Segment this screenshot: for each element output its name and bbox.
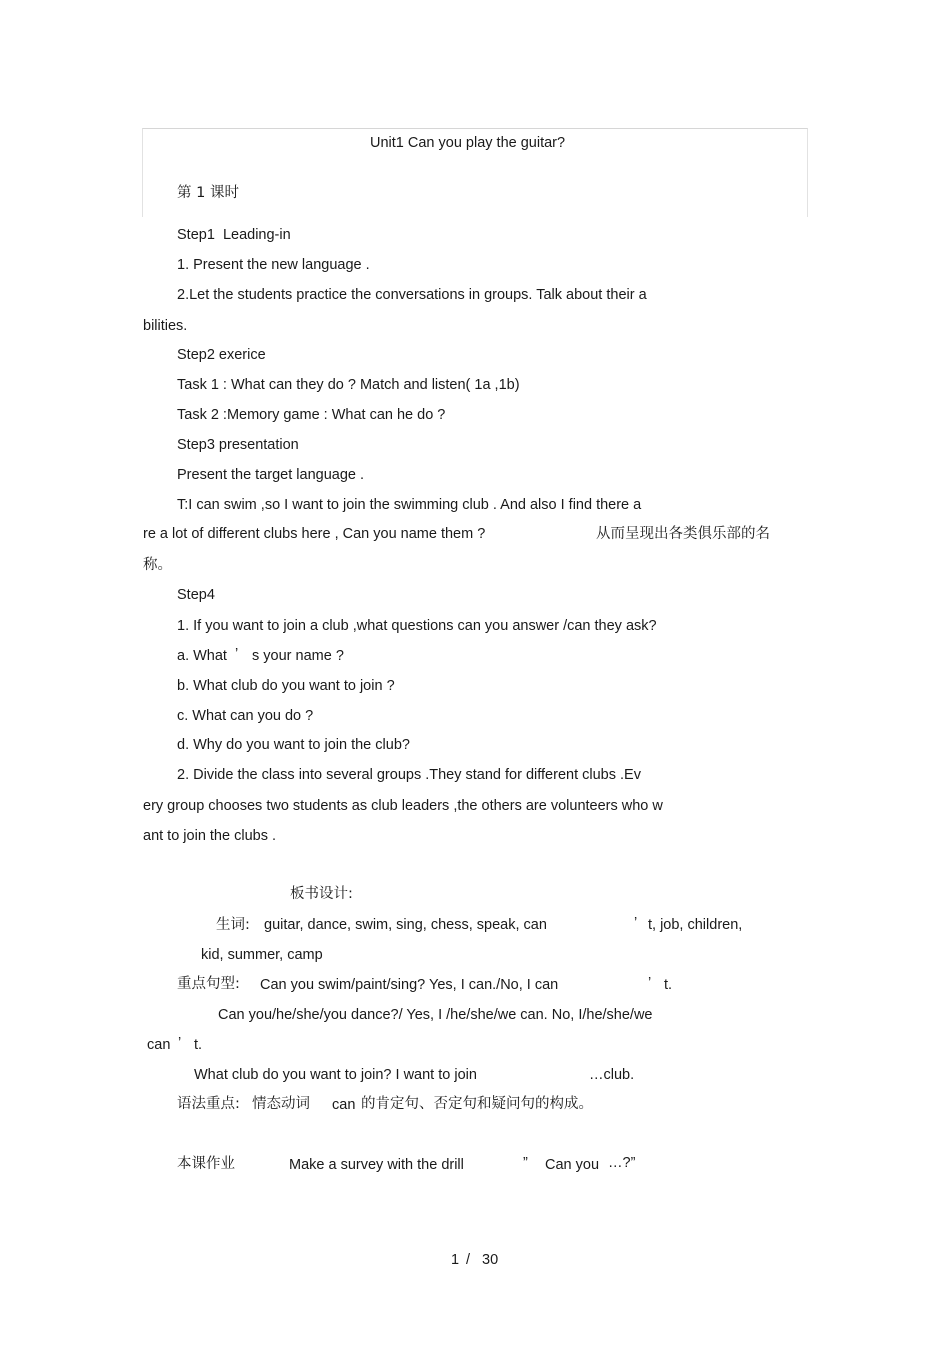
question-a-apostrophe: ’	[235, 646, 239, 662]
task-1: Task 1 : What can they do ? Match and listen( 1a ,1b)	[177, 377, 520, 393]
step1-item-2: 2.Let the students practice the conversations in groups. Talk about their a	[177, 287, 647, 303]
step4-item-2-cont-2: ant to join the clubs .	[143, 828, 276, 844]
vocab-label: 生词:	[216, 917, 250, 933]
step4-heading: Step4	[177, 587, 215, 603]
homework-label: 本课作业	[177, 1156, 235, 1172]
pattern-line-4: What club do you want to join? I want to join	[194, 1067, 477, 1083]
board-heading: 板书设计:	[290, 886, 353, 902]
step1-heading: Step1 Leading-in	[177, 227, 291, 243]
step2-heading: Step2 exerice	[177, 347, 266, 363]
teacher-line-3-cn: 称。	[143, 557, 172, 573]
pattern-line-1-apostrophe: ’	[648, 975, 652, 991]
step4-item-2-cont-1: ery group chooses two students as club leaders ,the others are volunteers who w	[143, 798, 663, 814]
step1-item-1: 1. Present the new language .	[177, 257, 370, 273]
pattern-line-4-rest: …club.	[589, 1067, 635, 1083]
homework-quote: ”	[523, 1155, 528, 1171]
homework-drill: Can you	[545, 1157, 600, 1173]
step3-heading: Step3 presentation	[177, 437, 299, 453]
page-title: Unit1 Can you play the guitar?	[370, 135, 566, 151]
vocab-line-2: kid, summer, camp	[201, 947, 323, 963]
grammar-text-2: can	[332, 1097, 356, 1113]
page-number-separator: /	[466, 1252, 471, 1268]
homework-drill-end: …?”	[608, 1155, 636, 1171]
pattern-line-2: Can you/he/she/you dance?/ Yes, I /he/she/we can. No, I/he/she/we	[218, 1007, 653, 1023]
pattern-line-1: Can you swim/paint/sing? Yes, I can./No, I can	[260, 977, 559, 993]
question-b: b. What club do you want to join ?	[177, 678, 395, 694]
pattern-line-1-rest: t.	[664, 977, 673, 993]
step4-item-2: 2. Divide the class into several groups .They stand for different clubs .Ev	[177, 767, 641, 783]
question-a: a. What	[177, 648, 227, 664]
question-a-rest: s your name ?	[252, 648, 344, 664]
grammar-text-3: 的肯定句、否定句和疑问句的构成。	[361, 1096, 593, 1112]
step3-line: Present the target language .	[177, 467, 365, 483]
vocab-line-1-rest: t, job, children,	[648, 917, 743, 933]
pattern-line-3: can	[147, 1037, 171, 1053]
teacher-line-2-cn: 从而呈现出各类俱乐部的名	[596, 526, 770, 542]
pattern-label: 重点句型:	[177, 976, 240, 992]
pattern-line-3-apostrophe: ’	[178, 1035, 182, 1051]
vocab-line-1: guitar, dance, swim, sing, chess, speak, can	[264, 917, 547, 933]
grammar-label: 语法重点:	[177, 1096, 240, 1112]
step4-item-1: 1. If you want to join a club ,what questions can you answer /can they ask?	[177, 618, 657, 634]
task-2: Task 2 :Memory game : What can he do ?	[177, 407, 446, 423]
page-number-total: 30	[482, 1252, 499, 1268]
teacher-line-2: re a lot of different clubs here , Can you name them ?	[143, 526, 486, 542]
page-number-current: 1	[451, 1252, 460, 1268]
grammar-text-1: 情态动词	[252, 1096, 310, 1112]
question-c: c. What can you do ?	[177, 708, 314, 724]
homework-text: Make a survey with the drill	[289, 1157, 464, 1173]
question-d: d. Why do you want to join the club?	[177, 737, 410, 753]
lesson-label: 第 1 课时	[177, 185, 239, 201]
pattern-line-3-rest: t.	[194, 1037, 203, 1053]
vocab-line-1-apostrophe: ’	[634, 915, 638, 931]
step1-item-2-cont: bilities.	[143, 318, 188, 334]
teacher-line-1: T:I can swim ,so I want to join the swimming club . And also I find there a	[177, 497, 642, 513]
